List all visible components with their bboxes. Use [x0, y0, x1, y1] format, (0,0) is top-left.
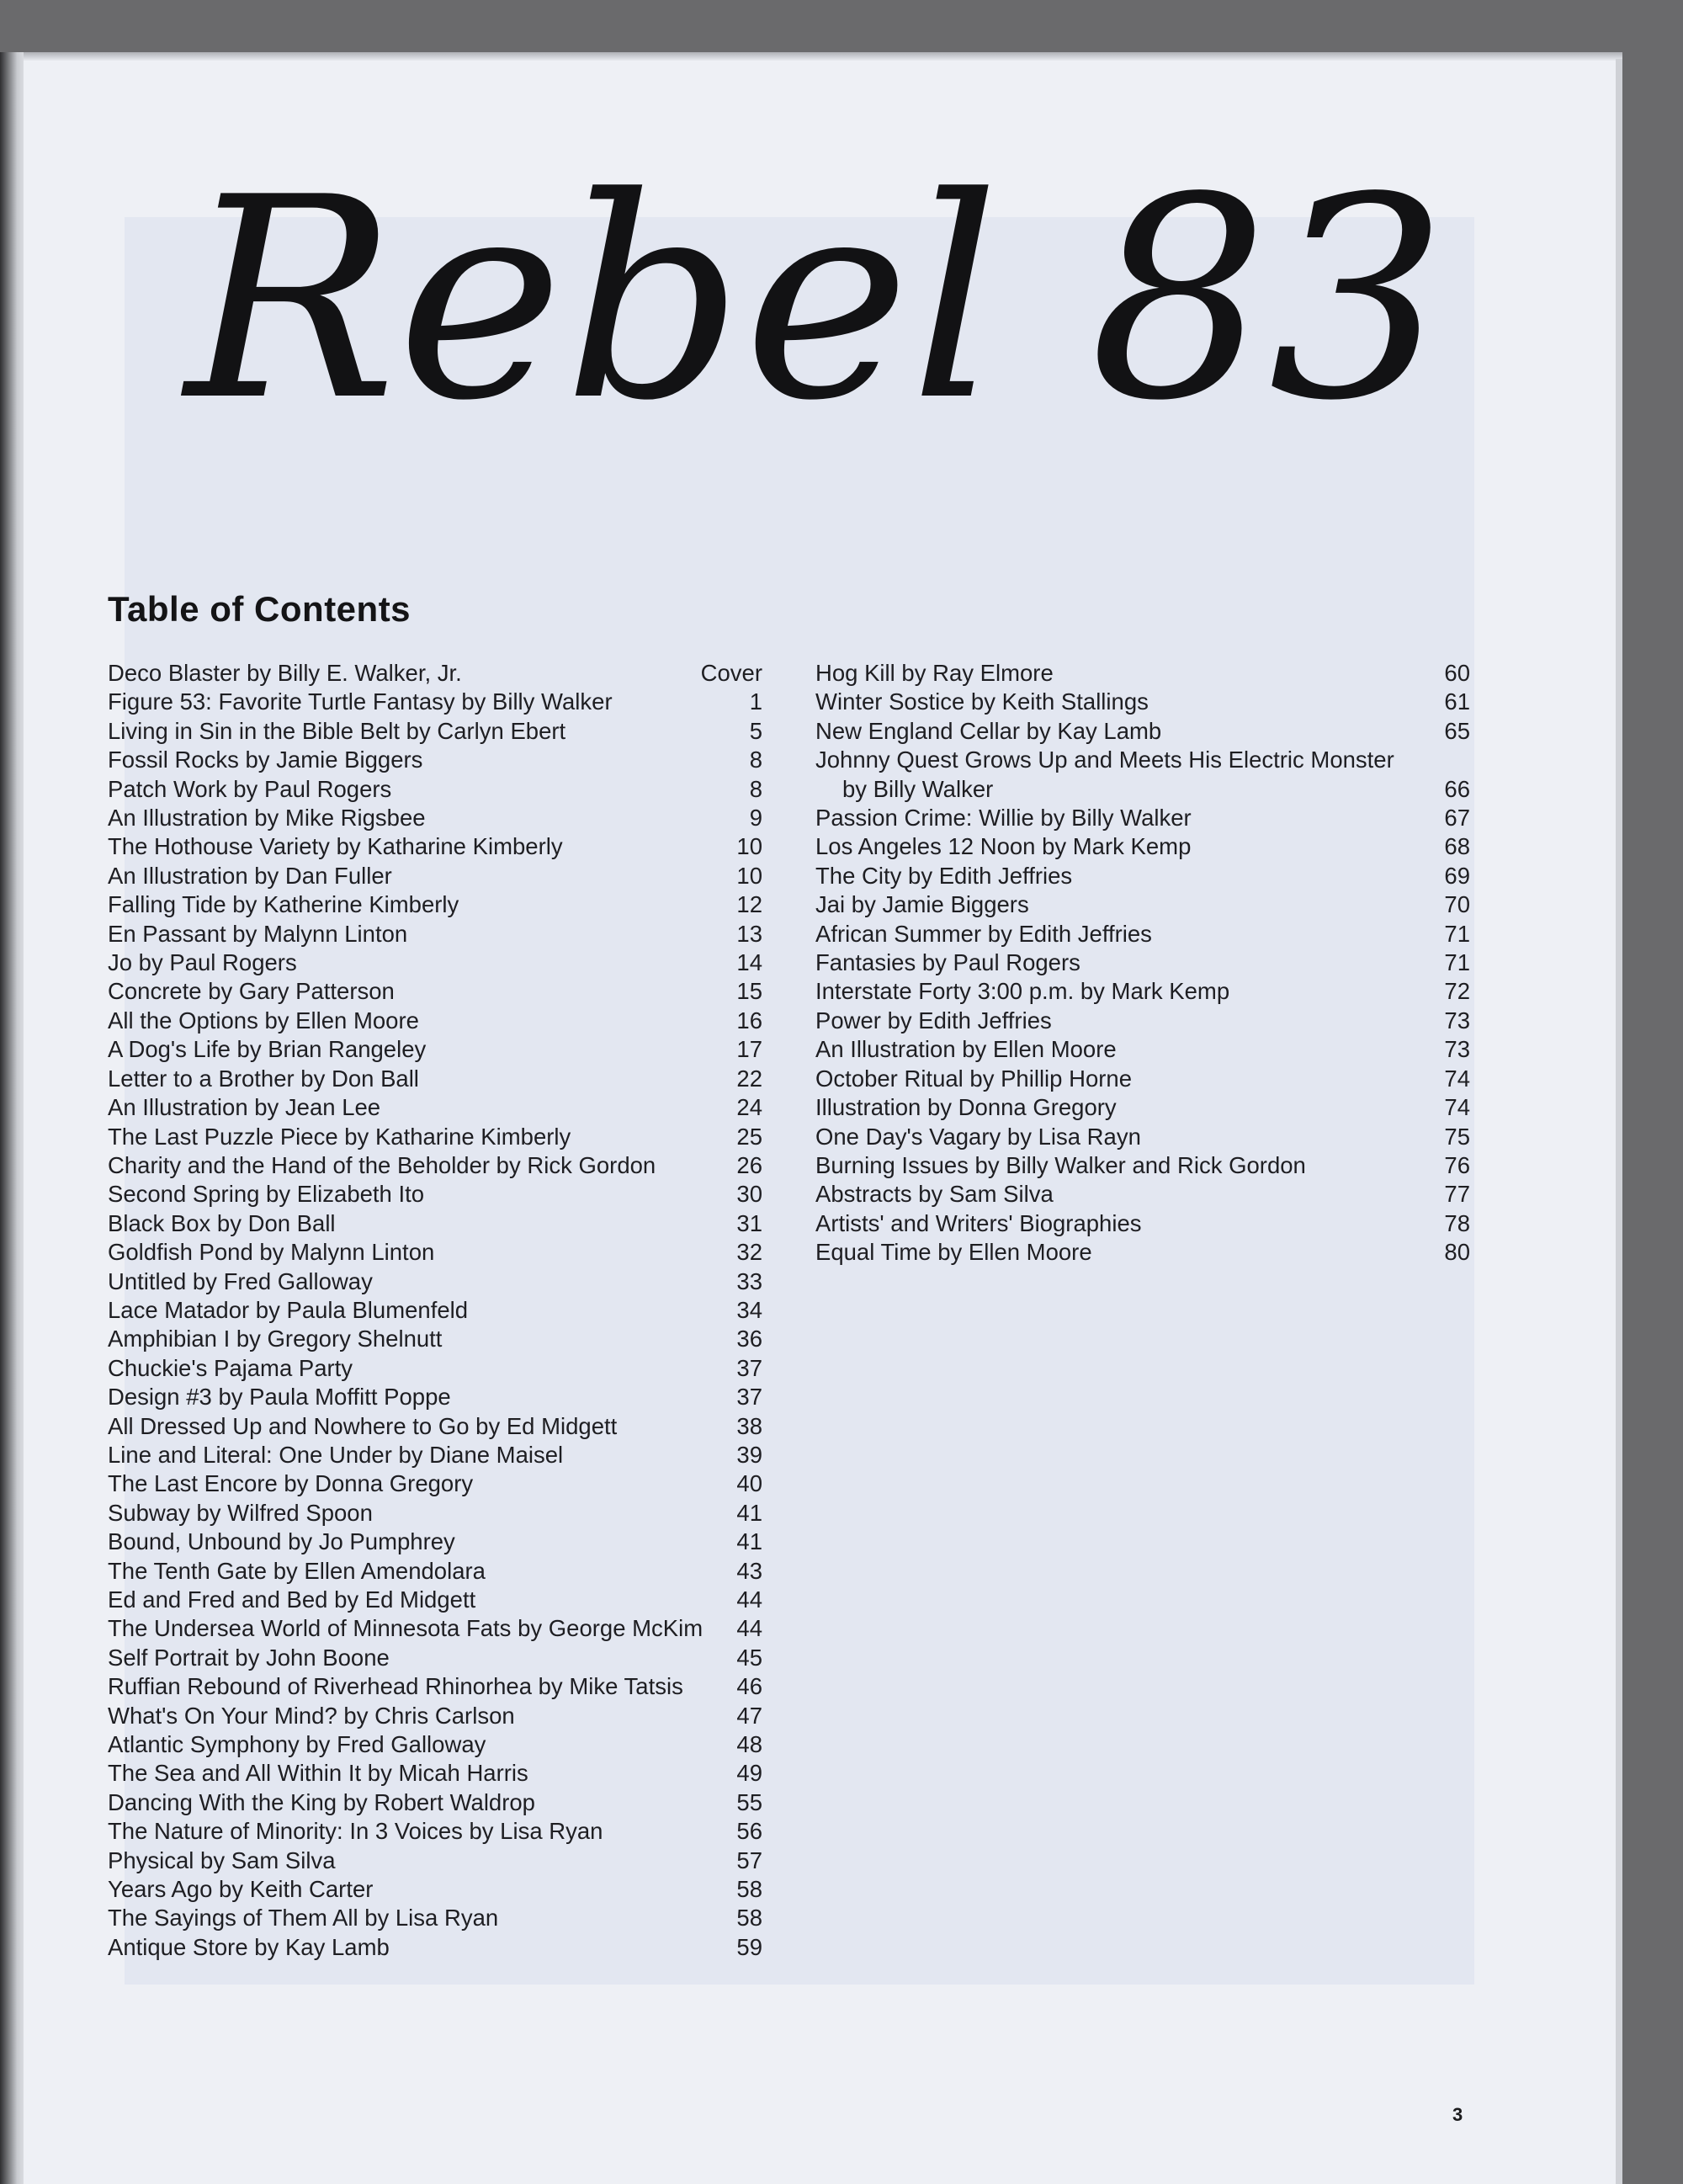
toc-entry-page: 57: [736, 1847, 762, 1873]
toc-entry-title: [108, 1007, 687, 1035]
toc-entry-title: [108, 1847, 687, 1875]
toc-entry: [108, 1238, 762, 1267]
toc-entry-title-text: Falling Tide by Katherine Kimberly: [108, 891, 459, 918]
toc-entry-title: [108, 688, 687, 716]
toc-entry-page: 26: [736, 1151, 762, 1178]
toc-entry: [108, 659, 762, 688]
toc-entry-title: [108, 1238, 687, 1267]
toc-entry-title-text: Burning Issues by Billy Walker and Rick Gordon: [815, 1151, 1306, 1178]
toc-entry-page: 9: [749, 805, 762, 832]
toc-entry-page: 55: [736, 1788, 762, 1815]
toc-entry-title: [108, 1904, 687, 1932]
toc-entry-title-text: Ed and Fred and Bed by Ed Midgett: [108, 1586, 476, 1613]
toc-entry-title-text: The Tenth Gate by Ellen Amendolara: [108, 1557, 486, 1584]
toc-entry-title: [108, 1759, 687, 1788]
toc-entry: [108, 1847, 762, 1875]
toc-entry-page: 17: [736, 1036, 762, 1063]
toc-entry: [108, 949, 762, 977]
toc-entry: [108, 1209, 762, 1238]
toc-entry-title: [815, 1035, 1394, 1064]
toc-entry: [815, 949, 1470, 977]
toc-entry-title: [815, 977, 1394, 1006]
toc-entry-title-text: The Undersea World of Minnesota Fats by George McKim: [108, 1615, 703, 1642]
page-top-edge: [24, 52, 1622, 61]
toc-entry: [815, 832, 1470, 861]
toc-entry-page: 13: [736, 920, 762, 947]
toc-entry: [108, 832, 762, 861]
toc-entry-title: [108, 1586, 687, 1614]
toc-list-left: [108, 659, 762, 1962]
toc-entry: [108, 775, 762, 804]
toc-entry-page: 78: [1444, 1209, 1470, 1236]
toc-entry-page: 43: [736, 1557, 762, 1584]
toc-entry: [108, 1614, 762, 1643]
toc-entry-title-text: Deco Blaster by Billy E. Walker, Jr.: [108, 660, 462, 686]
toc-entry: [108, 1904, 762, 1932]
toc-entry-title-text: An Illustration by Mike Rigsbee: [108, 805, 426, 832]
toc-entry-title-text: Lace Matador by Paula Blumenfeld: [108, 1296, 469, 1323]
toc-entry-title-text: The Nature of Minority: In 3 Voices by Lisa Ryan: [108, 1818, 603, 1845]
toc-entry-title: [108, 1065, 687, 1093]
toc-entry-title-text: African Summer by Edith Jeffries: [815, 920, 1152, 947]
toc-entry: [108, 1702, 762, 1730]
toc-entry-page: 70: [1444, 891, 1470, 918]
toc-entry-title: [108, 1557, 687, 1586]
toc-entry: [108, 1672, 762, 1701]
toc-entry-title: [108, 775, 687, 804]
toc-entry-page: 36: [736, 1326, 762, 1352]
toc-entry-page: 30: [736, 1181, 762, 1208]
toc-entry-title: [108, 1528, 687, 1556]
toc-entry-title: [108, 890, 687, 919]
toc-entry: [108, 1759, 762, 1788]
toc-entry-title: [108, 1730, 687, 1759]
toc-entry-title-text: Black Box by Don Ball: [108, 1209, 336, 1236]
toc-entry-title-text: All Dressed Up and Nowhere to Go by Ed Midgett: [108, 1412, 618, 1439]
toc-entry-title: [815, 688, 1394, 716]
toc-entry-title: [815, 717, 1394, 746]
toc-entry-page: 8: [749, 775, 762, 802]
toc-entry-title: [108, 1354, 687, 1383]
toc-entry-title-text: Illustration by Donna Gregory: [815, 1094, 1117, 1121]
toc-entry-title: [815, 1007, 1394, 1035]
toc-entry-page: 45: [736, 1644, 762, 1671]
toc-entry-title-text: The City by Edith Jeffries: [815, 862, 1073, 889]
toc-entry-page: 58: [736, 1905, 762, 1932]
toc-entry-page: 61: [1444, 688, 1470, 715]
toc-entry-title-text: The Hothouse Variety by Katharine Kimberly: [108, 833, 563, 860]
toc-entry-title: [815, 1093, 1394, 1122]
toc-entry-title: [108, 1123, 687, 1151]
toc-entry-title: [815, 1209, 1394, 1238]
toc-entry-title-continuation: by Billy Walker: [842, 775, 994, 802]
toc-entry-title-text: October Ritual by Phillip Horne: [815, 1065, 1133, 1092]
toc-entry-page: 58: [736, 1876, 762, 1903]
toc-entry-page: 31: [736, 1209, 762, 1236]
toc-entry-title-text: Patch Work by Paul Rogers: [108, 775, 392, 802]
toc-entry: [108, 1441, 762, 1469]
toc-entry-title: [815, 890, 1394, 919]
toc-entry: [815, 1035, 1470, 1064]
toc-entry-title-text: Figure 53: Favorite Turtle Fantasy by Billy Walker: [108, 688, 613, 715]
toc-entry-title-text: The Sea and All Within It by Micah Harris: [108, 1760, 528, 1787]
toc-entry-title: [108, 1875, 687, 1904]
toc-entry: [108, 1499, 762, 1528]
toc-entry: [815, 890, 1470, 919]
toc-entry-page: 80: [1444, 1239, 1470, 1266]
toc-entry-title-text: Physical by Sam Silva: [108, 1847, 336, 1873]
page-right-edge: [1616, 59, 1622, 2184]
toc-entry-title: [815, 659, 1394, 688]
toc-entry-title-text: Fossil Rocks by Jamie Biggers: [108, 747, 423, 773]
toc-entry-title: [108, 1469, 687, 1498]
toc-entry-title-text: Subway by Wilfred Spoon: [108, 1499, 373, 1526]
masthead-title: Rebel 83: [180, 143, 1447, 461]
toc-entry-title-text: Amphibian I by Gregory Shelnutt: [108, 1326, 443, 1352]
toc-entry-title: [108, 1614, 703, 1643]
toc-entry-page: 5: [749, 717, 762, 744]
toc-entry-title: [108, 832, 687, 861]
toc-entry-page: 68: [1444, 833, 1470, 860]
toc-entry: [108, 1875, 762, 1904]
toc-entry: [815, 746, 1470, 804]
toc-entry-page: Cover: [700, 660, 762, 686]
toc-entry-title-text: Johnny Quest Grows Up and Meets His Electric Monster: [815, 747, 1394, 773]
masthead: [168, 143, 1447, 539]
toc-entry-page: 74: [1444, 1065, 1470, 1092]
toc-entry: [108, 1788, 762, 1817]
toc-entry: [815, 1065, 1470, 1093]
toc-entry-title-text: Equal Time by Ellen Moore: [815, 1239, 1092, 1266]
toc-entry-page: 24: [736, 1094, 762, 1121]
toc-entry-title: [108, 1788, 687, 1817]
toc-entry-page: 73: [1444, 1007, 1470, 1034]
toc-entry-page: 59: [736, 1933, 762, 1960]
toc-entry: [108, 1123, 762, 1151]
toc-entry: [108, 1296, 762, 1325]
toc-entry-title-text: Atlantic Symphony by Fred Galloway: [108, 1731, 486, 1758]
toc-entry-title: [108, 717, 687, 746]
toc-entry-title-text: Line and Literal: One Under by Diane Maisel: [108, 1441, 564, 1468]
toc-entry: [815, 920, 1470, 949]
toc-entry: [108, 1383, 762, 1411]
toc-entry-title: [108, 1180, 687, 1209]
toc-entry-title: [815, 1180, 1394, 1209]
toc-entry-title-text: Chuckie's Pajama Party: [108, 1354, 353, 1381]
toc-entry-page: 71: [1444, 920, 1470, 947]
toc-entry-title: [815, 1151, 1394, 1180]
toc-entry-title-text: Passion Crime: Willie by Billy Walker: [815, 805, 1192, 832]
toc-entry-title: [108, 920, 687, 949]
toc-entry-page: 67: [1444, 805, 1470, 832]
toc-entry-page: 46: [736, 1673, 762, 1700]
toc-entry-title-text: Antique Store by Kay Lamb: [108, 1933, 390, 1960]
toc-entry-page: 49: [736, 1760, 762, 1787]
toc-entry-page: 76: [1444, 1151, 1470, 1178]
toc-entry: [108, 1586, 762, 1614]
toc-entry: [108, 1065, 762, 1093]
toc-entry: [108, 1267, 762, 1296]
toc-list-right: [815, 659, 1470, 1267]
toc-entry: [815, 1123, 1470, 1151]
toc-entry-page: 72: [1444, 978, 1470, 1005]
toc-entry: [815, 1007, 1470, 1035]
toc-entry-title-text: Self Portrait by John Boone: [108, 1644, 390, 1671]
toc-entry: [815, 1093, 1470, 1122]
toc-entry-page: 16: [736, 1007, 762, 1034]
toc-entry-title-text: The Last Puzzle Piece by Katharine Kimberly: [108, 1123, 571, 1150]
toc-entry: [108, 804, 762, 832]
toc-entry-title-text: The Sayings of Them All by Lisa Ryan: [108, 1905, 499, 1932]
toc-entry-title: [815, 1123, 1394, 1151]
toc-entry-title: [815, 832, 1394, 861]
toc-entry-page: 10: [736, 833, 762, 860]
toc-entry-title: [108, 1441, 687, 1469]
toc-entry-title: [815, 804, 1394, 832]
toc-entry-page: 47: [736, 1702, 762, 1729]
toc-entry-title-text: En Passant by Malynn Linton: [108, 920, 408, 947]
toc-entry-title: [108, 1383, 687, 1411]
toc-entry-title: [108, 949, 687, 977]
toc-entry-title-text: Jo by Paul Rogers: [108, 949, 297, 976]
masthead-wordmark: [168, 143, 1447, 539]
toc-entry-page: 38: [736, 1412, 762, 1439]
toc-entry: [108, 1644, 762, 1672]
toc-entry: [108, 1557, 762, 1586]
toc-entry: [108, 977, 762, 1006]
toc-entry-title-text: Artists' and Writers' Biographies: [815, 1209, 1142, 1236]
toc-entry-title-text: One Day's Vagary by Lisa Rayn: [815, 1123, 1141, 1150]
toc-entry: [815, 659, 1470, 688]
toc-entry: [108, 1151, 762, 1180]
toc-entry-page: 75: [1444, 1123, 1470, 1150]
toc-entry-title-text: Winter Sostice by Keith Stallings: [815, 688, 1149, 715]
toc-entry-title: [108, 1151, 687, 1180]
toc-entry-title-text: Power by Edith Jeffries: [815, 1007, 1052, 1034]
toc-entry: [108, 688, 762, 716]
toc-entry: [815, 717, 1470, 746]
toc-entry-title-text: Second Spring by Elizabeth Ito: [108, 1181, 425, 1208]
page-number: 3: [1452, 2104, 1463, 2125]
toc-entry-page: 39: [736, 1441, 762, 1468]
toc-entry: [815, 1151, 1470, 1180]
toc-entry-title-text: All the Options by Ellen Moore: [108, 1007, 419, 1034]
toc-entry: [108, 1035, 762, 1064]
toc-entry: [108, 1354, 762, 1383]
toc-entry-title-text: Fantasies by Paul Rogers: [815, 949, 1080, 976]
toc-heading: Table of Contents: [108, 589, 411, 629]
toc-entry: [108, 1730, 762, 1759]
toc-entry-title: [108, 1644, 687, 1672]
toc-entry: [815, 1238, 1470, 1267]
toc-entry-title: [815, 862, 1394, 890]
toc-entry-title-text: Jai by Jamie Biggers: [815, 891, 1029, 918]
toc-entry-page: 60: [1444, 660, 1470, 686]
toc-entry-page: 74: [1444, 1094, 1470, 1121]
toc-entry-page: 65: [1444, 717, 1470, 744]
toc-entry-title-text: A Dog's Life by Brian Rangeley: [108, 1036, 427, 1063]
toc-entry-title-text: Letter to a Brother by Don Ball: [108, 1065, 419, 1092]
toc-entry-page: 44: [736, 1586, 762, 1613]
toc-entry: [815, 862, 1470, 890]
toc-entry-title: [108, 1412, 687, 1441]
toc-entry-title-text: Concrete by Gary Patterson: [108, 978, 395, 1005]
toc-entry-title-text: An Illustration by Ellen Moore: [815, 1036, 1117, 1063]
toc-entry: [108, 1325, 762, 1353]
toc-entry-page: 40: [736, 1470, 762, 1497]
toc-entry-title: [108, 1499, 687, 1528]
toc-entry: [108, 1933, 762, 1962]
toc-entry-title: [108, 862, 687, 890]
toc-entry-page: 66: [1444, 775, 1470, 802]
toc-entry-title-text: An Illustration by Dan Fuller: [108, 862, 392, 889]
toc-entry: [815, 1209, 1470, 1238]
toc-entry: [108, 1007, 762, 1035]
toc-entry-title: [108, 1817, 687, 1846]
toc-entry-page: 34: [736, 1296, 762, 1323]
toc-entry-page: 12: [736, 891, 762, 918]
toc-entry-title: [108, 1933, 687, 1962]
toc-entry-page: 15: [736, 978, 762, 1005]
toc-entry-page: 48: [736, 1731, 762, 1758]
toc-entry: [108, 1180, 762, 1209]
toc-entry-title: [108, 1267, 687, 1296]
toc-entry-title: [108, 977, 687, 1006]
toc-entry-title-text: Design #3 by Paula Moffitt Poppe: [108, 1384, 451, 1411]
toc-entry-title-text: Living in Sin in the Bible Belt by Carlyn Ebert: [108, 717, 566, 744]
toc-entry-page: 37: [736, 1354, 762, 1381]
toc-entry-title: [815, 920, 1394, 949]
toc-entry-title: [815, 746, 1394, 804]
toc-entry-title-text: Years Ago by Keith Carter: [108, 1876, 374, 1903]
toc-entry-page: 44: [736, 1615, 762, 1642]
toc-entry-title: [108, 804, 687, 832]
toc-entry-page: 32: [736, 1239, 762, 1266]
toc-entry: [108, 1093, 762, 1122]
toc-entry-title-text: Goldfish Pond by Malynn Linton: [108, 1239, 435, 1266]
toc-entry-title-text: An Illustration by Jean Lee: [108, 1094, 381, 1121]
toc-entry-title-text: Los Angeles 12 Noon by Mark Kemp: [815, 833, 1192, 860]
toc-entry-page: 71: [1444, 949, 1470, 976]
toc-entry-page: 22: [736, 1065, 762, 1092]
toc-entry: [108, 717, 762, 746]
toc-entry-title-text: What's On Your Mind? by Chris Carlson: [108, 1702, 515, 1729]
toc-entry: [815, 977, 1470, 1006]
toc-entry-title: [815, 1238, 1394, 1267]
toc-entry: [815, 804, 1470, 832]
toc-entry-title: [108, 1296, 687, 1325]
toc-entry-page: 77: [1444, 1181, 1470, 1208]
toc-entry-title-text: Bound, Unbound by Jo Pumphrey: [108, 1528, 455, 1555]
toc-entry: [108, 746, 762, 774]
toc-entry: [815, 688, 1470, 716]
toc-entry: [108, 1528, 762, 1556]
toc-entry-title-text: New England Cellar by Kay Lamb: [815, 717, 1162, 744]
toc-entry-title-text: Untitled by Fred Galloway: [108, 1267, 373, 1294]
toc-entry: [108, 1412, 762, 1441]
toc-entry-title-text: Interstate Forty 3:00 p.m. by Mark Kemp: [815, 978, 1230, 1005]
toc-entry-page: 33: [736, 1267, 762, 1294]
toc-entry: [108, 890, 762, 919]
toc-entry-page: 8: [749, 747, 762, 773]
toc-entry: [108, 920, 762, 949]
toc-entry-page: 69: [1444, 862, 1470, 889]
toc-entry-title: [815, 949, 1394, 977]
toc-entry-title-text: Ruffian Rebound of Riverhead Rhinorhea by Mike Tatsis: [108, 1673, 683, 1700]
toc-entry-page: 73: [1444, 1036, 1470, 1063]
toc-entry-title: [108, 1209, 687, 1238]
toc-entry-page: 14: [736, 949, 762, 976]
toc-entry: [108, 1469, 762, 1498]
toc-entry-title-text: The Last Encore by Donna Gregory: [108, 1470, 474, 1497]
toc-entry-title: [108, 1702, 687, 1730]
toc-entry: [108, 1817, 762, 1846]
toc-entry: [815, 1180, 1470, 1209]
toc-entry-title-text: Abstracts by Sam Silva: [815, 1181, 1054, 1208]
toc-entry: [108, 862, 762, 890]
toc-entry-page: 10: [736, 862, 762, 889]
toc-entry-title: [108, 746, 687, 774]
toc-entry-title: [108, 1035, 687, 1064]
toc-entry-title-text: Hog Kill by Ray Elmore: [815, 660, 1054, 686]
toc-entry-title: [815, 1065, 1394, 1093]
toc-entry-page: 41: [736, 1499, 762, 1526]
toc-entry-page: 1: [749, 688, 762, 715]
toc-entry-page: 41: [736, 1528, 762, 1555]
toc-entry-page: 56: [736, 1818, 762, 1845]
toc-entry-title: [108, 1325, 687, 1353]
toc-entry-title: [108, 1093, 687, 1122]
toc-entry-page: 37: [736, 1384, 762, 1411]
toc-entry-title-text: Dancing With the King by Robert Waldrop: [108, 1788, 535, 1815]
toc-entry-title: [108, 1672, 687, 1701]
toc-entry-title: [108, 659, 687, 688]
toc-entry-page: 25: [736, 1123, 762, 1150]
toc-entry-title-text: Charity and the Hand of the Beholder by Rick Gordon: [108, 1151, 656, 1178]
